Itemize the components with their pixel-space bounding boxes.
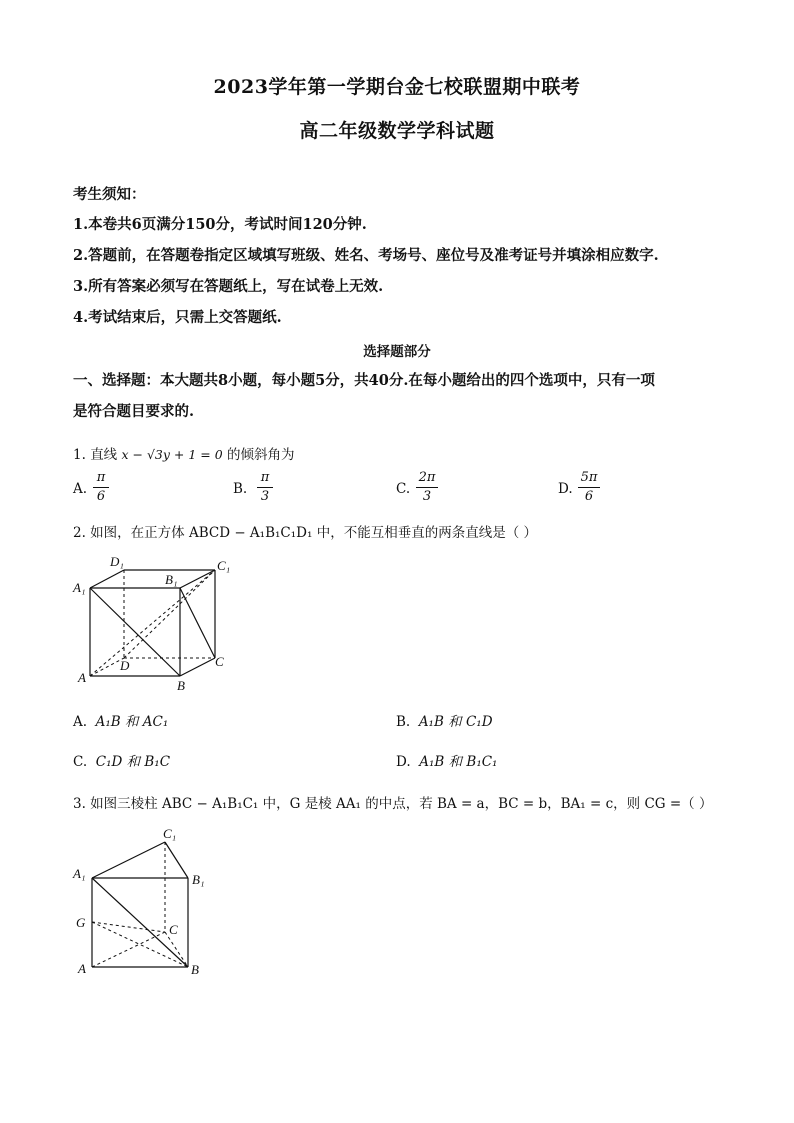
q2-option-a: A. A₁B 和 AC₁ <box>73 714 169 730</box>
q1-prefix: 直线 <box>90 447 118 463</box>
notice-item-3: 3.所有答案必须写在答题纸上，写在试卷上无效. <box>73 278 384 295</box>
label-c1: C₁ <box>217 558 231 573</box>
label-b: B <box>191 962 199 977</box>
notice-item-4: 4.考试结束后，只需上交答题纸. <box>73 309 282 326</box>
section-title: 选择题部分 <box>363 344 431 360</box>
q3-prism-figure <box>70 822 230 987</box>
notice-heading: 考生须知： <box>73 186 146 203</box>
q1-option-d-fraction: 5π 6 <box>578 471 600 503</box>
label-c: C <box>169 922 178 937</box>
q1-suffix: 的倾斜角为 <box>226 447 295 463</box>
q1-option-c-label: C. <box>396 481 411 497</box>
section-intro-line1: 一、选择题：本大题共8小题，每小题5分，共40分.在每小题给出的四个选项中，只有一项 <box>73 372 655 389</box>
q1-option-b-label: B. <box>233 481 248 497</box>
label-g: G <box>76 915 86 930</box>
label-a: A <box>78 961 86 976</box>
label-b: B <box>177 678 185 693</box>
prism-edge <box>165 842 188 878</box>
q1-option-a-fraction: π 6 <box>93 471 109 503</box>
label-b1: B₁ <box>165 572 178 587</box>
diagonal-ac1 <box>90 570 215 676</box>
label-d: D <box>120 658 130 673</box>
cube-edge <box>90 570 124 588</box>
q2-stem: 2. 如图，在正方体 ABCD − A₁B₁C₁D₁ 中，不能互相垂直的两条直线是（ ） <box>73 525 537 541</box>
section-intro-line2: 是符合题目要求的. <box>73 403 195 420</box>
label-a: A <box>78 670 86 685</box>
label-a1: A₁ <box>73 866 86 881</box>
q2-cube-figure <box>70 548 240 698</box>
prism-edge <box>92 842 165 878</box>
q2-option-c: C. C₁D 和 B₁C <box>73 754 171 770</box>
q1-option-d-label: D. <box>558 481 573 497</box>
label-a1: A₁ <box>73 580 86 595</box>
q2-option-b: B. A₁B 和 C₁D <box>396 714 493 730</box>
cube-edge <box>180 658 215 676</box>
prism-hidden-edge <box>92 932 165 967</box>
notice-item-2: 2.答题前，在答题卷指定区域填写班级、姓名、考场号、座位号及准考证号并填涂相应数字. <box>73 247 659 264</box>
exam-title: 2023学年第一学期台金七校联盟期中联考 <box>213 76 581 98</box>
cube-hidden-edge <box>90 658 124 676</box>
q3-stem: 3. 如图三棱柱 ABC − A₁B₁C₁ 中，G 是棱 AA₁ 的中点，若 BA = a，BC = b，BA₁ = c，则 CG =（ ） <box>73 796 713 812</box>
q1-option-b-fraction: π 3 <box>257 471 273 503</box>
notice-item-1: 1.本卷共6页满分150分，考试时间120分钟. <box>73 216 367 233</box>
q1-formula: x − √3y + 1 = 0 <box>121 447 223 462</box>
label-b1: B₁ <box>192 872 205 887</box>
q1-number: 1. <box>73 447 86 463</box>
q2-option-d: D. A₁B 和 B₁C₁ <box>396 754 498 770</box>
label-c: C <box>215 654 224 669</box>
diagonal-b1c <box>180 588 215 658</box>
label-d1: D₁ <box>110 554 124 569</box>
label-c1: C₁ <box>163 826 177 841</box>
q1-stem <box>73 443 294 463</box>
q1-option-c-fraction: 2π 3 <box>416 471 438 503</box>
diagonal-a1b <box>90 588 180 676</box>
exam-subtitle: 高二年级数学学科试题 <box>299 120 495 142</box>
q1-option-a-label: A. <box>73 481 88 497</box>
